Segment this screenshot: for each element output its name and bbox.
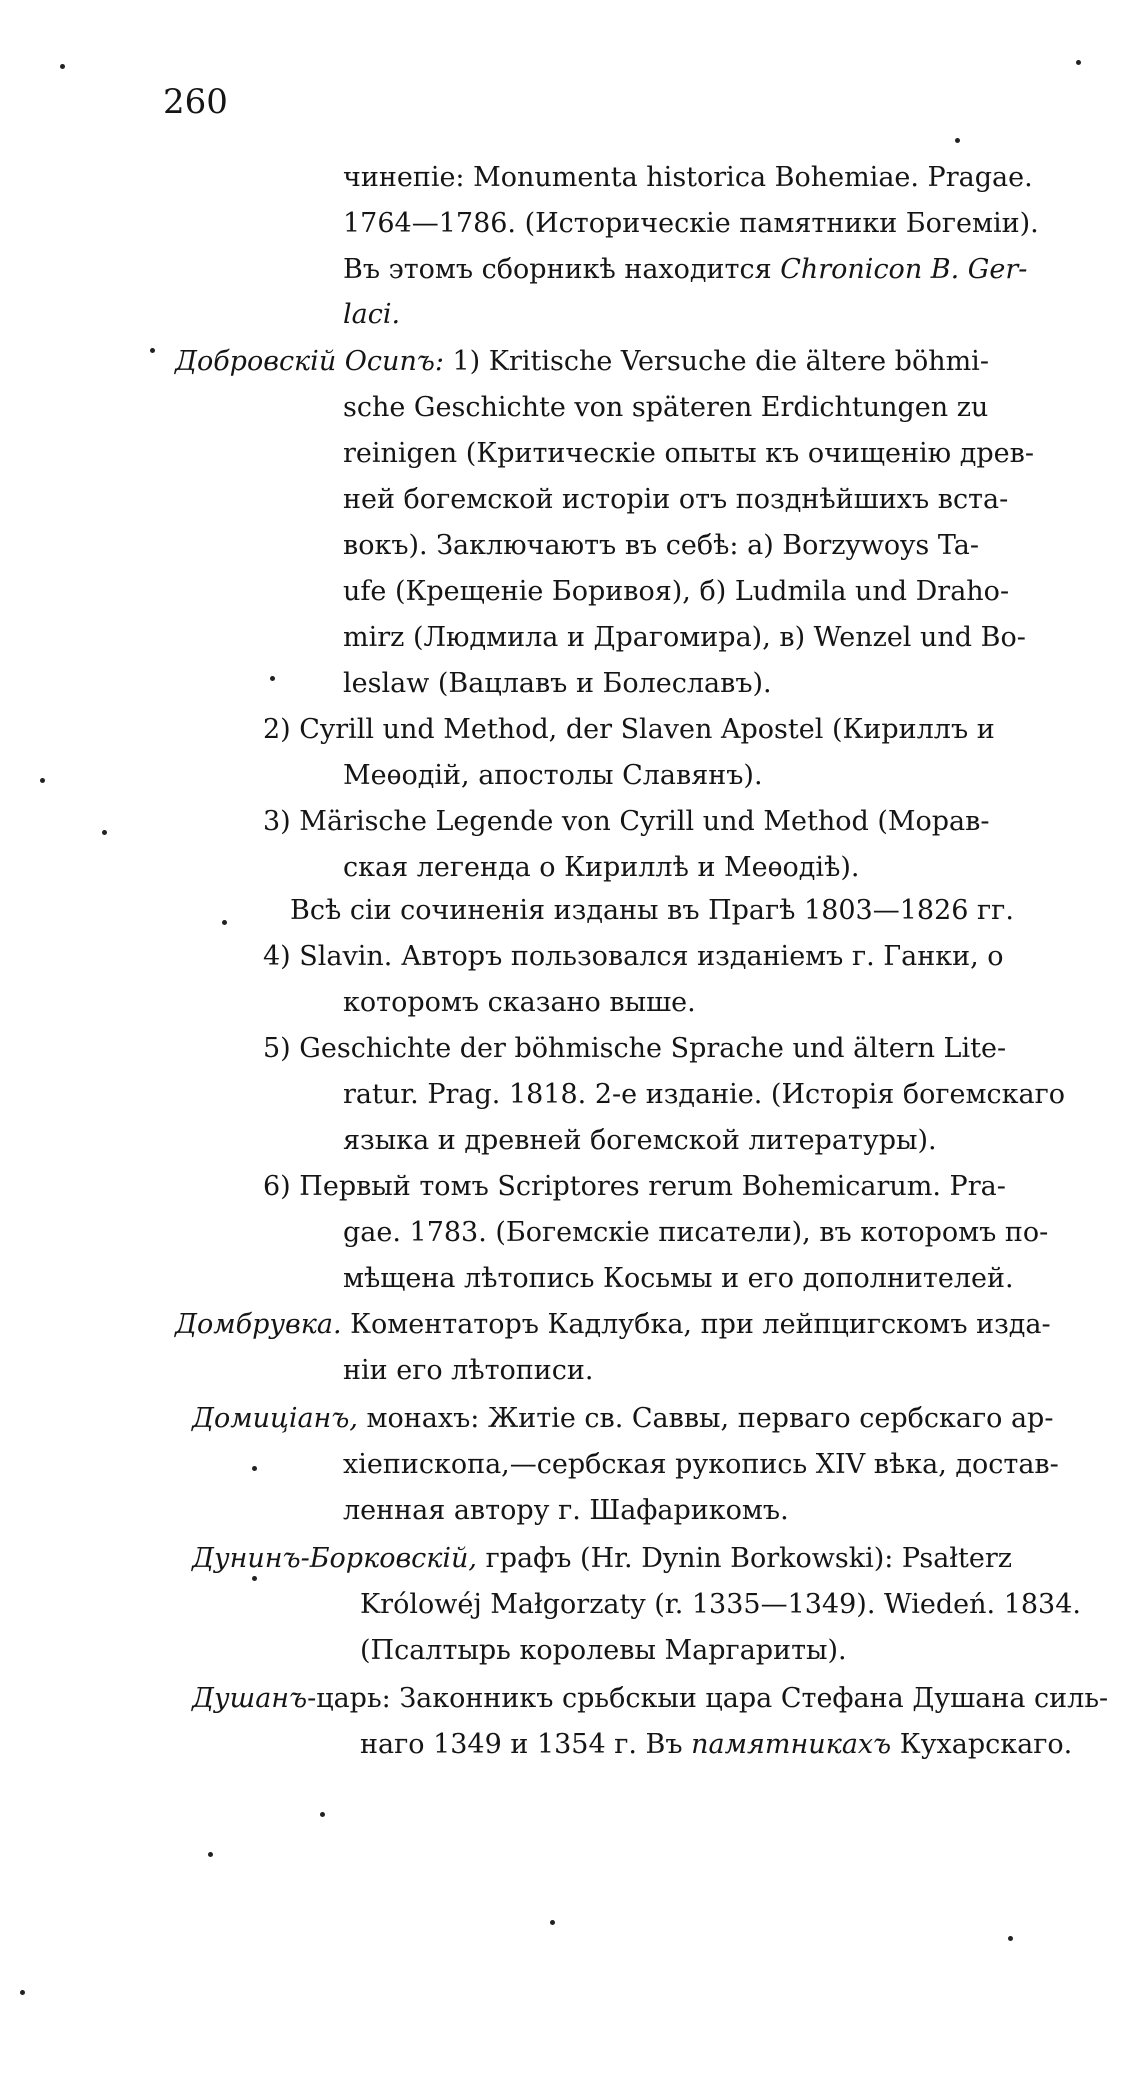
domician-entry-head	[192, 1396, 1053, 1442]
dunin-line-3: (Псалтырь королевы Маргариты).	[360, 1635, 847, 1666]
dobrovsky-work1-line-8: leslaw (Вацлавъ и Болеславъ).	[343, 668, 772, 699]
domician-line-1: монахъ: Житіе св. Саввы, перваго сербскаго ар-	[357, 1403, 1054, 1434]
dushan-name-tail: -царь:	[307, 1683, 391, 1714]
dushan-line-2-tail: Кухарскаго.	[891, 1729, 1073, 1760]
scan-speck	[1008, 1936, 1013, 1941]
dobrovsky-work1-line-3: reinigen (Критическіе опыты къ очищенію древ-	[343, 438, 1034, 469]
scan-speck	[40, 778, 45, 783]
dushan-entry-head	[192, 1676, 1108, 1722]
intro-line-2: 1764—1786. (Историческіе памятники Богеміи).	[343, 208, 1039, 239]
scan-speck	[60, 64, 65, 69]
scan-speck	[252, 1466, 257, 1471]
scan-speck	[208, 1852, 213, 1857]
dunin-entry-head	[192, 1536, 1012, 1582]
dobrovsky-name: Добровскій Осипъ:	[175, 346, 444, 377]
dobrovsky-publication-note: Всѣ сіи сочиненія изданы въ Прагѣ 1803—1826 гг.	[290, 895, 1014, 926]
scan-speck	[1076, 60, 1081, 65]
dobrovsky-work2-line-2: Меѳодій, апостолы Славянъ).	[343, 760, 763, 791]
intro-line-3	[343, 247, 1027, 293]
dobrovsky-work1-line-4: ней богемской исторіи отъ позднѣйшихъ вста-	[343, 484, 1009, 515]
dushan-line-2-text: наго 1349 и 1354 г. Въ	[360, 1729, 692, 1760]
dobrovsky-work5-line-1: 5) Geschichte der böhmische Sprache und ältern Lite-	[263, 1033, 1007, 1064]
dobrovsky-work3-line-2: ская легенда о Кириллѣ и Меѳодіѣ).	[343, 852, 860, 883]
dobrovsky-work4-line-1: 4) Slavin. Авторъ пользовался изданіемъ г. Ганки, о	[263, 941, 1004, 972]
dobrovsky-work4-line-2: которомъ сказано выше.	[343, 987, 696, 1018]
dombrovka-entry-head	[175, 1302, 1051, 1348]
dushan-line-2	[360, 1722, 1072, 1768]
dobrovsky-work5-line-3: языка и древней богемской литературы).	[343, 1125, 937, 1156]
dombrovka-line-2: ніи его лѣтописи.	[343, 1355, 594, 1386]
scan-speck	[955, 138, 960, 143]
scan-speck	[150, 348, 155, 353]
dombrovka-name: Домбрувка.	[175, 1309, 342, 1340]
dobrovsky-work6-line-2: gae. 1783. (Богемскіе писатели), въ которомъ по-	[343, 1217, 1049, 1248]
dushan-line-1: Законникъ срьбскыи цара Стефана Душана силь-	[390, 1683, 1109, 1714]
dobrovsky-work1-line-6: ufe (Крещеніе Боривоя), б) Ludmila und Draho-	[343, 576, 1010, 607]
domician-line-2: хіепископа,—сербская рукопись XIV вѣка, достав-	[343, 1449, 1059, 1480]
dobrovsky-work1-line-5: вокъ). Заключаютъ въ себѣ: а) Borzywoys Ta-	[343, 530, 979, 561]
dobrovsky-work3-line-1: 3) Märische Legende von Cyrill und Method (Морав-	[263, 806, 990, 837]
scan-speck	[252, 1576, 257, 1581]
dombrovka-line-1: Коментаторъ Кадлубка, при лейпцигскомъ изда-	[341, 1309, 1051, 1340]
dushan-name: Душанъ	[192, 1683, 308, 1714]
domician-name: Домиціанъ,	[192, 1403, 358, 1434]
dobrovsky-work1-line-7: mirz (Людмила и Драгомира), в) Wenzel und Bo-	[343, 622, 1026, 653]
scan-speck	[320, 1812, 325, 1817]
dobrovsky-work1-line-2: sche Geschichte von späteren Erdichtungen zu	[343, 392, 989, 423]
dushan-pamyatnikakh: памятникахъ	[691, 1729, 892, 1760]
dobrovsky-work6-line-3: мѣщена лѣтопись Косьмы и его дополнителей.	[343, 1263, 1014, 1294]
dunin-line-2: Królowéj Małgorzaty (r. 1335—1349). Wiedeń. 1834.	[360, 1589, 1081, 1620]
scan-speck	[20, 1990, 25, 1995]
dunin-line-1: графъ (Hr. Dynin Borkowski): Psałterz	[477, 1543, 1013, 1574]
scan-speck	[222, 920, 227, 925]
domician-line-3: ленная автору г. Шафарикомъ.	[343, 1495, 789, 1526]
scan-speck	[102, 830, 107, 835]
dobrovsky-work5-line-2: ratur. Prag. 1818. 2-е изданіе. (Исторія богемскаго	[343, 1079, 1065, 1110]
scan-speck	[270, 676, 275, 681]
dobrovsky-work6-line-1: 6) Первый томъ Scriptores rerum Bohemicarum. Pra-	[263, 1171, 1006, 1202]
intro-line-1: чинепіе: Monumenta historica Bohemiae. Pragae.	[343, 162, 1033, 193]
dunin-name: Дунинъ-Борковскій,	[192, 1543, 478, 1574]
intro-chronicon-title: Chronicon B. Ger-	[780, 254, 1028, 285]
dobrovsky-work2-line-1: 2) Cyrill und Method, der Slaven Apostel (Кириллъ и	[263, 714, 995, 745]
dobrovsky-entry-head	[175, 339, 989, 385]
dobrovsky-work1-line-1: 1) Kritische Versuche die ältere böhmi-	[443, 346, 989, 377]
page-number: 260	[163, 82, 228, 122]
intro-line-4: laci.	[343, 299, 401, 330]
scan-speck	[550, 1920, 555, 1925]
intro-line-3-text: Въ этомъ сборникѣ находится	[343, 254, 781, 285]
